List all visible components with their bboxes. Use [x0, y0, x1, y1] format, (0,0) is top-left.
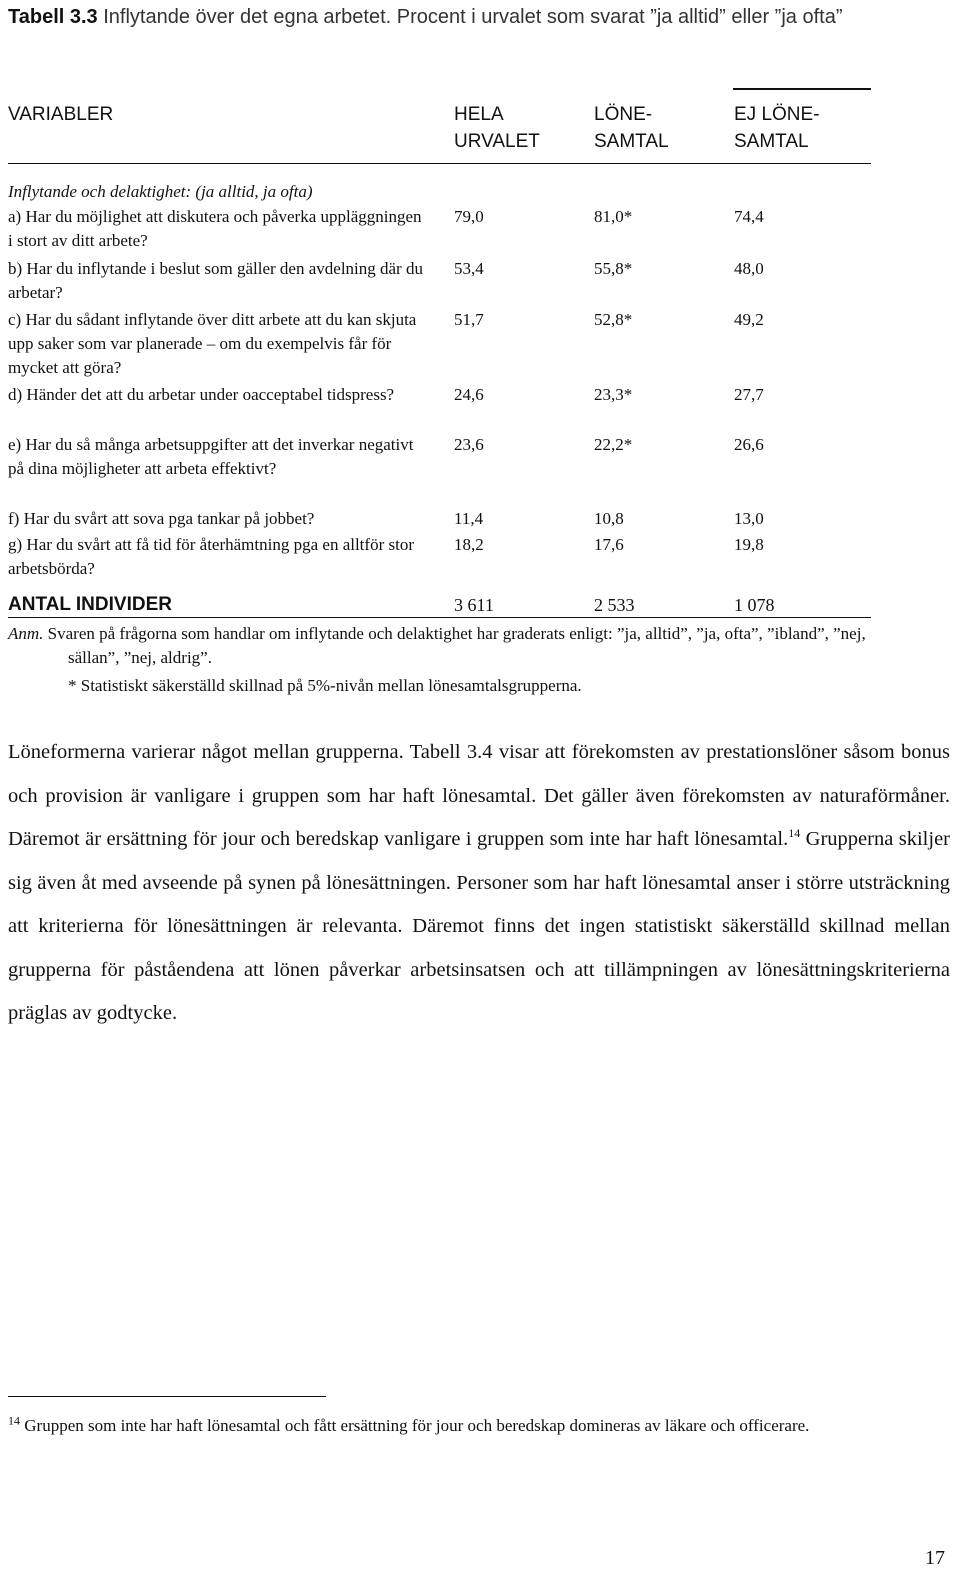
row-value-hela: 11,4: [454, 509, 484, 528]
row-value-lone: 22,2*: [594, 435, 633, 454]
col-header-hela-urvalet: HELA URVALET: [454, 104, 540, 152]
table-caption: [8, 2, 958, 33]
caption-label: Tabell 3.3: [8, 6, 98, 28]
table-bottom-rule: [8, 617, 871, 618]
footnote-separator: [8, 1396, 326, 1397]
footnote-text: Gruppen som inte har haft lönesamtal och fått ersättning för jour och beredskap domineras av läkare och officerare.: [20, 1416, 810, 1435]
row-value-hela: 51,7: [454, 310, 484, 329]
row-value-hela: 79,0: [454, 207, 484, 226]
row-value-hela: 23,6: [454, 435, 484, 454]
row-value-ej: 49,2: [734, 310, 764, 329]
row-question: f) Har du svårt att sova pga tankar på jobbet?: [8, 509, 315, 528]
page-number: 17: [925, 1547, 945, 1569]
caption-text: Inflytande över det egna arbetet. Procent i urvalet som svarat ”ja alltid” eller ”ja ofta”: [97, 6, 843, 28]
row-value-lone: 81,0*: [594, 207, 633, 226]
header-bottom-rule: [8, 163, 871, 164]
note-significance: * Statistiskt säkerställd skillnad på 5%-nivån mellan lönesamtalsgrupperna.: [68, 676, 582, 695]
row-value-hela: 18,2: [454, 535, 484, 554]
total-hela: 3 611: [454, 595, 494, 615]
paragraph-part1: Löneformerna varierar något mellan grupperna. Tabell 3.4 visar att förekomsten av prestationslöner såsom bonus och provision är vanligare i gruppen som har haft lönesamtal. Det gäller även förekomsten av naturaförmåner. Däremot är ersättning för jour och beredskap vanligare i gruppen som inte har haft lönesamtal.: [8, 741, 950, 850]
footnote-number: 14: [8, 1413, 20, 1428]
total-label: ANTAL INDIVIDER: [8, 594, 172, 615]
row-question: b) Har du inflytande i beslut som gäller den avdelning där du arbetar?: [8, 259, 423, 302]
row-value-ej: 74,4: [734, 207, 764, 226]
note-anm-text: Svaren på frågorna som handlar om inflytande och delaktighet har graderats enligt: ”ja, alltid”, ”ja, ofta”, ”ibland”, ”nej, sällan”, ”nej, aldrig”.: [43, 624, 866, 667]
note-anm-label: Anm.: [8, 624, 44, 643]
row-value-ej: 19,8: [734, 535, 764, 554]
row-value-lone: 17,6: [594, 535, 624, 554]
col-header-ej-lone-samtal: EJ LÖNE- SAMTAL: [734, 104, 820, 152]
table-top-rule: [733, 88, 871, 90]
row-question: e) Har du så många arbetsuppgifter att det inverkar negativt på dina möjligheter att arbeta effektivt?: [8, 435, 414, 478]
total-lone: 2 533: [594, 595, 635, 615]
row-question: g) Har du svårt att få tid för återhämtning pga en alltför stor arbetsbörda?: [8, 535, 414, 578]
body-paragraph: [8, 731, 950, 1036]
section-title: Inflytande och delaktighet: (ja alltid, ja ofta): [8, 182, 313, 201]
paragraph-part2: Grupperna skiljer sig även åt med avseende på synen på lönesättningen. Personer som har haft lönesamtal anser i större utsträckning att kriterierna för lönesättningen är relevanta. Däremot finns det ingen statistiskt säkerställd skillnad mellan grupperna för påståendena att lönen påverkar arbetsinsatsen och att tillämpningen av lönesättningskriterierna präglas av godtycke.: [8, 828, 950, 1024]
row-value-lone: 55,8*: [594, 259, 633, 278]
row-question: d) Händer det att du arbetar under oacceptabel tidspress?: [8, 385, 395, 404]
row-value-ej: 13,0: [734, 509, 764, 528]
row-question: a) Har du möjlighet att diskutera och påverka uppläggningen i stort av ditt arbete?: [8, 207, 422, 250]
row-value-ej: 26,6: [734, 435, 764, 454]
row-value-ej: 48,0: [734, 259, 764, 278]
row-value-lone: 10,8: [594, 509, 624, 528]
row-value-ej: 27,7: [734, 385, 764, 404]
total-ej: 1 078: [734, 595, 775, 615]
row-value-hela: 53,4: [454, 259, 484, 278]
row-value-lone: 23,3*: [594, 385, 633, 404]
row-value-hela: 24,6: [454, 385, 484, 404]
row-value-lone: 52,8*: [594, 310, 633, 329]
table-note: [8, 622, 908, 670]
footnote: [8, 1412, 953, 1439]
col-header-variabler: VARIABLER: [8, 104, 114, 125]
row-question: c) Har du sådant inflytande över ditt arbete att du kan skjuta upp saker som var planerade – om du exempelvis får för mycket att göra?: [8, 310, 417, 377]
footnote-ref[interactable]: 14: [788, 826, 801, 841]
col-header-lone-samtal: LÖNE- SAMTAL: [594, 104, 669, 152]
